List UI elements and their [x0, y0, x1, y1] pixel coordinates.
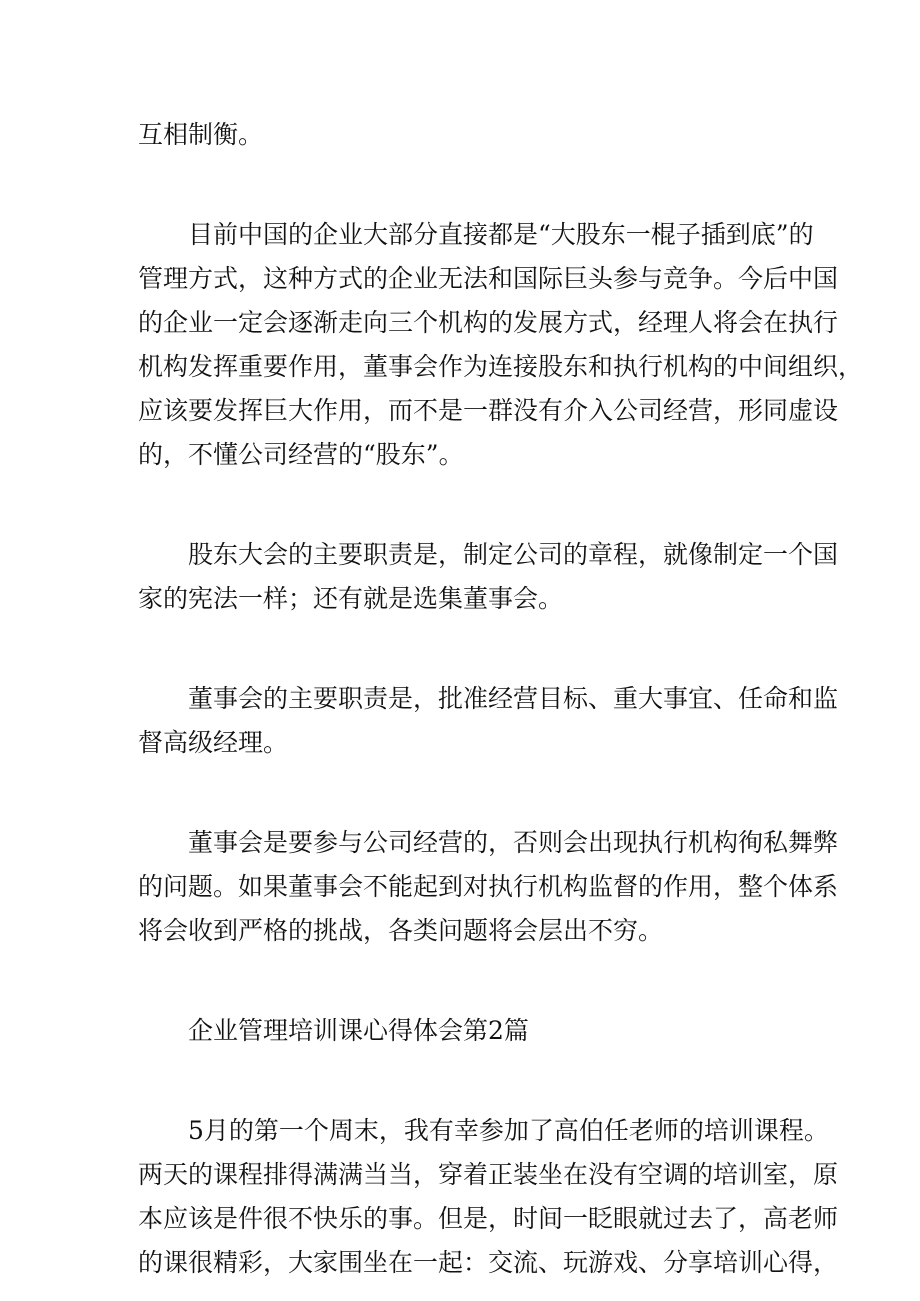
text-line: 董事会是要参与公司经营的，否则会出现执行机构徇私舞弊	[188, 828, 839, 857]
paragraph-1	[138, 113, 798, 157]
text-line: 董事会的主要职责是，批准经营目标、重大事宜、任命和监	[188, 684, 839, 713]
text-line: 两天的课程排得满满当当，穿着正装坐在没有空调的培训室，原	[138, 1160, 839, 1189]
text-line: 的企业一定会逐渐走向三个机构的发展方式，经理人将会在执行	[138, 308, 839, 337]
section-heading	[138, 1009, 798, 1053]
paragraph-4	[138, 677, 839, 765]
section-title: 企业管理培训课心得体会第2篇	[188, 1016, 529, 1045]
text-line: 家的宪法一样；还有就是选集董事会。	[138, 584, 564, 613]
paragraph-2	[138, 213, 864, 477]
text-line: 5月的第一个周末，我有幸参加了高伯任老师的培训课程。	[188, 1116, 829, 1145]
paragraph-gap	[138, 477, 798, 533]
text-line: 的课很精彩，大家围坐在一起：交流、玩游戏、分享培训心得，	[138, 1248, 839, 1277]
text-line: 管理方式，这种方式的企业无法和国际巨头参与竞争。今后中国	[138, 264, 839, 293]
text-line: 机构发挥重要作用，董事会作为连接股东和执行机构的中间组织，	[138, 352, 864, 381]
paragraph-gap	[138, 765, 798, 821]
text-line: 应该要发挥巨大作用，而不是一群没有介入公司经营，形同虚设	[138, 396, 839, 425]
document-page	[138, 113, 864, 1285]
text-line: 督高级经理。	[138, 728, 289, 757]
text-line: 将会收到严格的挑战，各类问题将会层出不穷。	[138, 916, 664, 945]
paragraph-gap	[138, 1053, 798, 1109]
paragraph-gap	[138, 953, 798, 1009]
paragraph-gap	[138, 621, 798, 677]
paragraph-5	[138, 821, 839, 953]
paragraph-3	[138, 533, 839, 621]
paragraph-gap	[138, 157, 798, 213]
text-line: 本应该是件很不快乐的事。但是，时间一眨眼就过去了，高老师	[138, 1204, 839, 1233]
text-line: 的，不懂公司经营的“股东”。	[138, 440, 464, 469]
text-line: 的问题。如果董事会不能起到对执行机构监督的作用，整个体系	[138, 872, 839, 901]
text-line: 互相制衡。	[138, 120, 264, 149]
paragraph-6	[138, 1109, 839, 1285]
text-line: 目前中国的企业大部分直接都是“大股东一棍子插到底”的	[188, 220, 814, 249]
text-line: 股东大会的主要职责是，制定公司的章程，就像制定一个国	[188, 540, 839, 569]
